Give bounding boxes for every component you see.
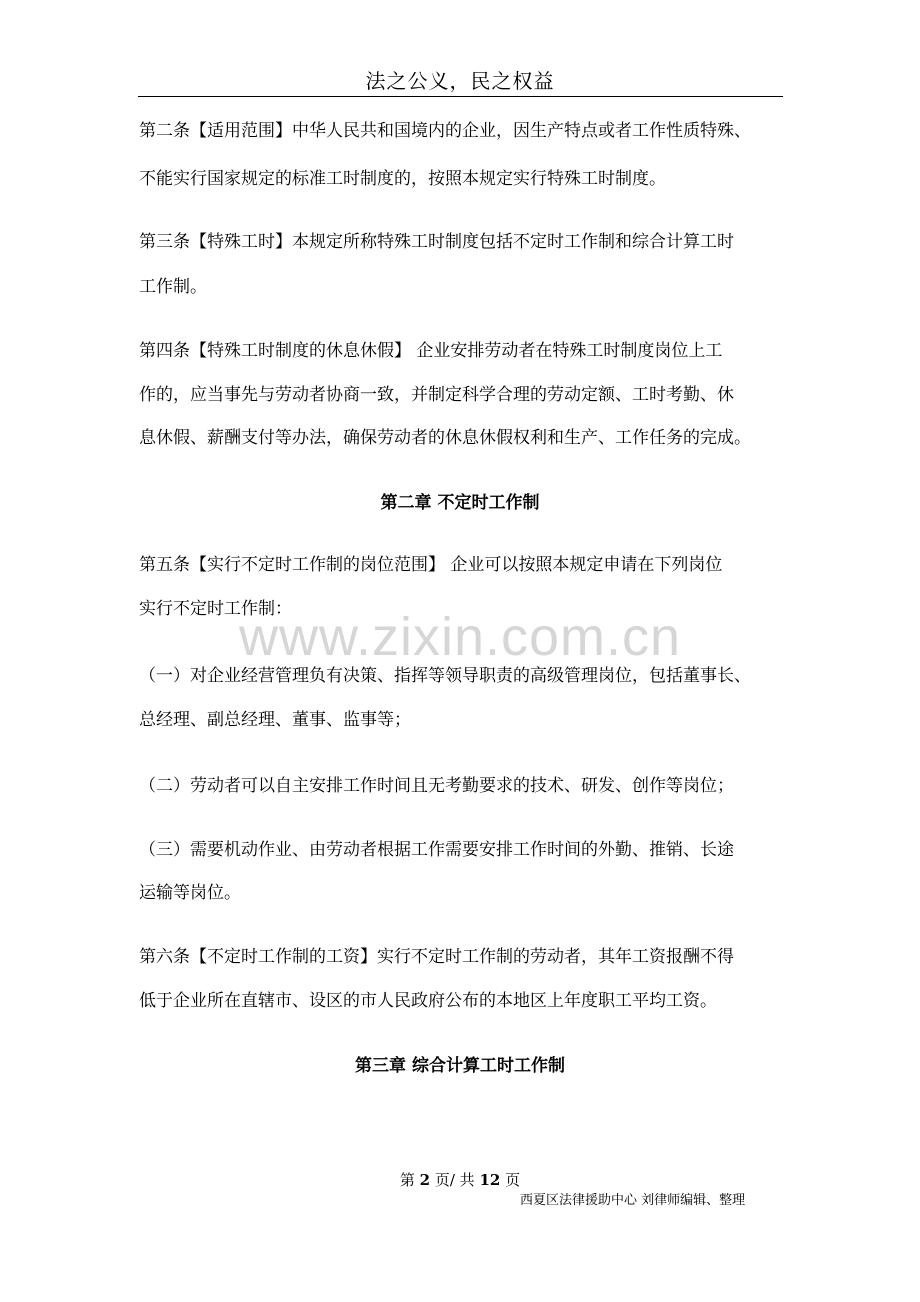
article-4-line-2: 作的，应当事先与劳动者协商一致，并制定科学合理的劳动定额、工时考勤、休 [139, 385, 734, 405]
item-2-line-1: （二）劳动者可以自主安排工作时间且无考勤要求的技术、研发、创作等岗位； [139, 776, 734, 796]
article-2-line-2: 不能实行国家规定的标准工时制度的，按照本规定实行特殊工时制度。 [139, 169, 666, 189]
article-6-line-2: 低于企业所在直辖市、设区的市人民政府公布的本地区上年度职工平均工资。 [139, 991, 717, 1011]
chapter-3-heading: 第三章 综合计算工时工作制 [355, 1056, 565, 1076]
article-5-line-2: 实行不定时工作制： [139, 599, 292, 619]
header-divider [138, 96, 783, 97]
chapter-2-heading: 第二章 不定时工作制 [380, 493, 540, 513]
page-header-title: 法之公义，民之权益 [365, 69, 555, 93]
page-number-prefix: 第 [399, 1171, 420, 1189]
article-4-line-1: 第四条【特殊工时制度的休息休假】 企业安排劳动者在特殊工时制度岗位上工 [139, 341, 723, 361]
watermark: www.zixin.com.cn [238, 607, 682, 667]
article-3-line-1: 第三条【特殊工时】本规定所称特殊工时制度包括不定时工作制和综合计算工时 [139, 232, 734, 252]
item-1-line-1: （一）对企业经营管理负有决策、指挥等领导职责的高级管理岗位，包括董事长、 [139, 666, 751, 686]
page-number [0, 1168, 920, 1192]
page-total: 12 [479, 1171, 501, 1189]
article-3-line-2: 工作制。 [139, 277, 207, 297]
page-current: 2 [419, 1171, 431, 1189]
item-3-line-1: （三）需要机动作业、由劳动者根据工作需要安排工作时间的外勤、推销、长途 [139, 840, 734, 860]
item-3-line-2: 运输等岗位。 [139, 883, 241, 903]
article-2-line-1: 第二条【适用范围】中华人民共和国境内的企业，因生产特点或者工作性质特殊、 [139, 121, 751, 141]
page-number-suffix: 页 [500, 1171, 521, 1189]
article-6-line-1: 第六条【不定时工作制的工资】实行不定时工作制的劳动者，其年工资报酬不得 [139, 947, 734, 967]
article-4-line-3: 息休假、薪酬支付等办法，确保劳动者的休息休假权利和生产、工作任务的完成。 [139, 428, 751, 448]
item-1-line-2: 总经理、副总经理、董事、监事等； [139, 710, 411, 730]
footer-credit: 西夏区法律援助中心 刘律师编辑、整理 [520, 1193, 746, 1208]
article-5-line-1: 第五条【实行不定时工作制的岗位范围】 企业可以按照本规定申请在下列岗位 [139, 555, 723, 575]
page-number-middle: 页/ 共 [430, 1171, 480, 1189]
